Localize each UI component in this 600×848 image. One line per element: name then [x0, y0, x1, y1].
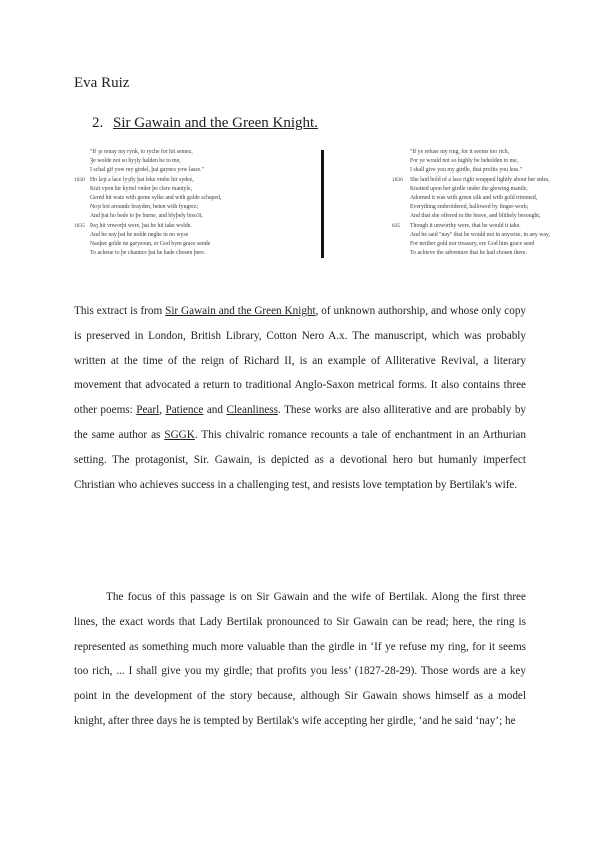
- paragraph-2: The focus of this passage is on Sir Gawain and the wife of Bertilak. Along the first three lines, the exact words that Lady Bertilak pronounced to Sir Gawain can be read; here, the ring is represented as something much more valuable than the girdle in ‘If ye refuse my ring, for it seems too rich, ... I shall give you my girdle; that profits you less’ (1827-28-29). Those words are a key point in the development of the story because, although Sir Gawain shows himself as a model knight, after three days he is tempted by Bertilak's wife accepting her girdle, ‘and he said ‘nay’; he: [74, 591, 526, 727]
- excerpt-line: [390, 240, 535, 249]
- line-text: I schal gif yow my girdel, þat gaynes yow lasse.": [90, 167, 204, 174]
- section-title: Sir Gawain and the Green Knight.: [113, 115, 318, 131]
- line-number: 1830: [392, 176, 403, 183]
- line-text: Adorned it was with green silk and with gold trimmed,: [410, 194, 538, 201]
- line-text: Nauþer golde ne garysoun, er God hym grace sende: [90, 240, 211, 247]
- excerpt-line: [74, 222, 312, 231]
- excerpt-line: [74, 203, 312, 212]
- section-heading: [92, 115, 318, 132]
- p1-text: ,: [159, 404, 166, 417]
- line-text: And that she offered to the brave, and blithely besought,: [410, 213, 541, 220]
- line-text: Ho laȝt a lace lyȝtly þat leke vmbe hir sydez,: [90, 176, 194, 183]
- line-text: "If ye refuse my ring, for it seems too rich,: [410, 149, 510, 155]
- excerpt-line: [390, 203, 530, 212]
- excerpt-line: [390, 222, 530, 231]
- line-text: For neither gold nor treasury, ere God him grace send: [410, 240, 535, 247]
- line-text: To achieve the adventure that he had chosen there.: [410, 250, 527, 257]
- line-text: Þaȝ hit vnworþi were, þat he hit take wolde.: [90, 222, 192, 229]
- excerpt-line: [74, 194, 312, 203]
- excerpt-line: [74, 148, 312, 157]
- excerpt-line: [390, 231, 550, 240]
- line-number: 1835: [74, 222, 85, 229]
- excerpt-line: [74, 212, 312, 221]
- line-text: And he said "nay" that he would not in anywise, in any way,: [410, 231, 550, 238]
- excerpt-line: [390, 249, 530, 258]
- p1-text: , of unknown authorship, and whose only copy is preserved in London, British Library, Cotton Nero A.x. The manuscript, which was probably written at the time of the reign of Richard II, is an example of Alliterative Revival, a literary movement that advocated a return to traditional Anglo-Saxon metrical forms. It also contains three other poems:: [74, 305, 527, 417]
- line-text: Gered hit watz with grene sylke and with golde schaped,: [90, 194, 222, 201]
- link-sggk-title[interactable]: Sir Gawain and the Green Knight: [165, 305, 316, 317]
- line-text: For ye would not so highly be beholden to me,: [410, 158, 519, 165]
- excerpt-line: [74, 185, 312, 194]
- line-text: I shall give you my girdle, that profits you less.": [410, 167, 523, 174]
- excerpt-line: [74, 240, 312, 249]
- excerpt-line: [74, 231, 312, 240]
- line-text: Though it unworthy were, that he would it take.: [410, 222, 521, 229]
- line-number: 835: [392, 222, 401, 229]
- link-patience[interactable]: Patience: [165, 404, 204, 417]
- p1-text: and: [203, 404, 227, 417]
- p1-text: . These works are also alliterative and are probably by the same author as: [74, 404, 527, 441]
- excerpt-line: [390, 194, 538, 203]
- section-number: 2.: [92, 115, 104, 131]
- p1-text: . This chivalric romance recounts a tale of enchantment in an Arthurian setting. The protagonist, Sir. Gawain, is depicted as a devotional hero but humanly imperfect Christian who achieves success in a challenging test, and resists love temptation by Bertilak's wife.: [74, 428, 526, 491]
- link-cleanliness[interactable]: Cleanliness: [226, 404, 279, 417]
- link-pearl[interactable]: Pearl: [136, 404, 160, 417]
- excerpt-line: [74, 176, 312, 185]
- line-text: Noȝt bot arounde brayden, beten with fyngrez;: [90, 204, 199, 211]
- author-name: Eva Ruiz: [74, 75, 130, 91]
- excerpt-line: [390, 148, 530, 157]
- excerpt-line: [390, 166, 530, 175]
- excerpt-line: [390, 185, 530, 194]
- excerpt-divider: [321, 150, 324, 258]
- excerpt-line: [74, 157, 312, 166]
- line-text: Knotted upon her girdle under the glowing mantle,: [410, 185, 528, 192]
- line-text: And þat ho bede to þe burne, and blyþely biso3t,: [90, 213, 203, 220]
- excerpt-translation-column: [390, 148, 550, 258]
- line-text: She laid hold of a lace right wrapped lightly about her sides,: [410, 176, 550, 183]
- paragraph-1: [74, 299, 526, 497]
- line-text: Ȝe wolde not so hyȝly halden be to me,: [90, 158, 181, 165]
- excerpt-original-column: [74, 148, 312, 258]
- excerpt-line: [390, 212, 541, 221]
- link-sggk[interactable]: SGGK: [164, 428, 195, 441]
- line-text: Knit vpon hir kyrtel vnder þe clere mantyle,: [90, 185, 193, 192]
- line-text: To acheue to þe chaunce þat he hade chosen þere.: [90, 250, 206, 257]
- line-text: Everything embroidered, hallowed by finger-work;: [410, 204, 529, 211]
- excerpt-image: [74, 148, 550, 258]
- excerpt-line: [74, 249, 312, 258]
- p1-text: This extract is from: [74, 305, 166, 317]
- excerpt-line: [390, 176, 550, 185]
- line-text: "If ȝe renay my rynk, to ryche for hit semez,: [90, 149, 193, 155]
- excerpt-line: [74, 166, 312, 175]
- line-number: 1830: [74, 176, 85, 183]
- line-text: And he nay þat he nolde neghe in no wyse: [90, 231, 189, 238]
- excerpt-line: [390, 157, 530, 166]
